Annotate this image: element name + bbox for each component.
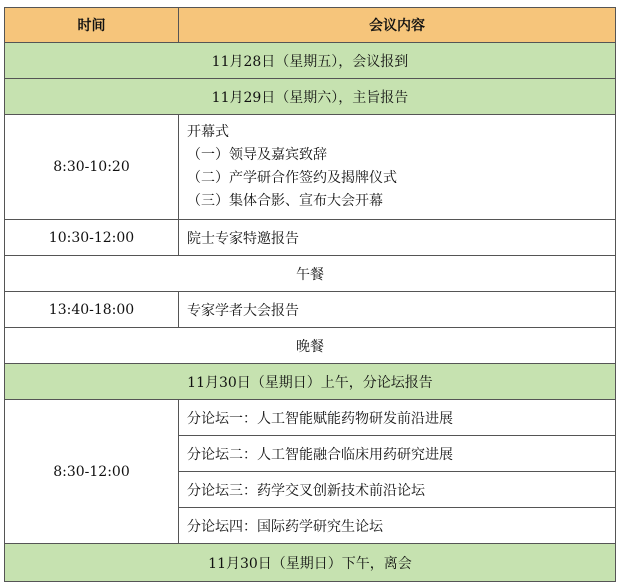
meal-row: [5, 256, 616, 292]
forum-item: 分论坛二：人工智能融合临床用药研究进展: [179, 436, 616, 472]
day-row: [5, 43, 616, 79]
opening-line: （二）产学研合作签约及揭牌仪式: [187, 170, 397, 186]
session-time: 8:30-12:00: [5, 400, 179, 544]
session-content: 专家学者大会报告: [179, 292, 616, 328]
day-28: 11月28日（星期五），会议报到: [5, 43, 616, 79]
schedule-table: [4, 7, 616, 582]
header-content: 会议内容: [179, 8, 616, 43]
forum-item: 分论坛四：国际药学研究生论坛: [179, 508, 616, 544]
day-row: [5, 544, 616, 582]
session-row: [5, 220, 616, 256]
forum-row: [5, 400, 616, 436]
forum-item: 分论坛一：人工智能赋能药物研发前沿进展: [179, 400, 616, 436]
opening-line: （三）集体合影、宣布大会开幕: [187, 193, 383, 209]
day-row: [5, 79, 616, 115]
opening-line: （一）领导及嘉宾致辞: [187, 147, 327, 163]
forum-item: 分论坛三：药学交叉创新技术前沿论坛: [179, 472, 616, 508]
header-time: 时间: [5, 8, 179, 43]
opening-ceremony-cell: [179, 115, 616, 220]
session-time: 10:30-12:00: [5, 220, 179, 256]
opening-line: 开幕式: [187, 124, 229, 140]
session-time: 8:30-10:20: [5, 115, 179, 220]
day-30-pm: 11月30日（星期日）下午，离会: [5, 544, 616, 582]
lunch-cell: 午餐: [5, 256, 616, 292]
day-29: 11月29日（星期六），主旨报告: [5, 79, 616, 115]
header-row: [5, 8, 616, 43]
day-30-am: 11月30日（星期日）上午，分论坛报告: [5, 364, 616, 400]
day-row: [5, 364, 616, 400]
session-content: 院士专家特邀报告: [179, 220, 616, 256]
meal-row: [5, 328, 616, 364]
session-row: [5, 115, 616, 220]
session-time: 13:40-18:00: [5, 292, 179, 328]
dinner-cell: 晚餐: [5, 328, 616, 364]
session-row: [5, 292, 616, 328]
